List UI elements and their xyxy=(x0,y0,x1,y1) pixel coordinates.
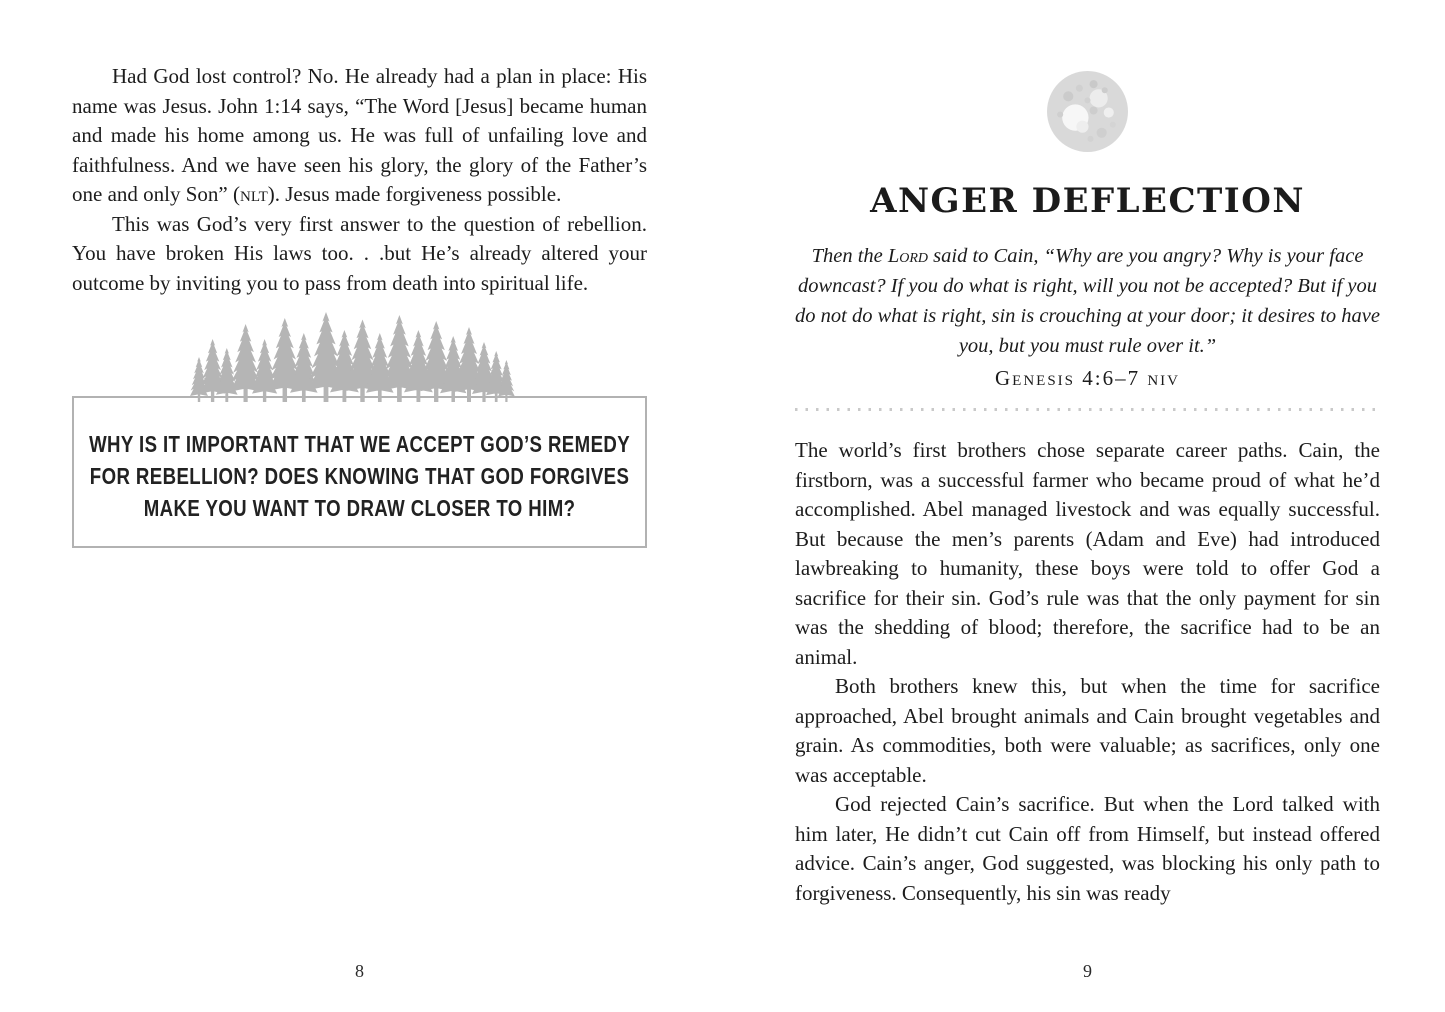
paragraph: This was God’s very first answer to the question of rebellion. You have broken His laws too. . .but He’s already altered your outcome by inviting you to pass from death into spiritual life. xyxy=(72,211,647,295)
dotted-divider xyxy=(795,408,1380,411)
paragraph: The world’s first brothers chose separate career paths. Cain, the firstborn, was a successful farmer who became proud of what he’d accomplished. Abel managed livestock and was equally successful. But because the men’s parents (Adam and Eve) had introduced lawbreaking to humanity, these boys were told to offer God a sacrifice for their sin. God’s rule was that the only payment for sin was the shedding of blood; therefore, the sacrifice had to be an animal. xyxy=(795,438,1380,669)
scripture-quote xyxy=(795,241,1380,361)
page-number-right: 9 xyxy=(1083,961,1092,981)
paragraph xyxy=(72,62,647,210)
scripture-reference: Genesis 4:6–7 niv xyxy=(995,366,1180,390)
question-block xyxy=(72,396,647,548)
right-page xyxy=(795,0,1380,1012)
text-run: Had God lost control? No. He already had a plan in place: His name was Jesus. John 1:14 says, “The Word [Jesus] became human and made his home among us. He was full of unfailing love and faithfulness. And we have seen his glory, the glory of the Father’s one and only Son” ( xyxy=(72,64,647,206)
right-text-block xyxy=(795,436,1380,908)
nlt-abbreviation: nlt xyxy=(239,182,268,206)
chapter-title: ANGER DEFLECTION xyxy=(870,181,1305,221)
paragraph: Both brothers knew this, but when the time for sacrifice approached, Abel brought animals and Cain brought vegetables and grain. As commodities, both were valuable; as sacrifices, only one was acceptable. xyxy=(795,674,1380,787)
text-run: Then the xyxy=(811,245,888,267)
left-text-block xyxy=(72,62,647,298)
lord-smallcaps: Lord xyxy=(887,245,929,267)
paragraph: God rejected Cain’s sacrifice. But when the Lord talked with him later, He didn’t cut Cain off from Himself, but instead offered advice. Cain’s anger, God suggested, was blocking his only path to forgiveness. Consequently, his sin was ready xyxy=(795,792,1380,905)
left-page xyxy=(72,0,647,1012)
moon-icon xyxy=(1046,70,1129,153)
pine-trees-icon xyxy=(190,312,530,402)
text-run: ). Jesus made forgiveness possible. xyxy=(267,182,562,206)
text-run: said to Cain, “Why are you angry? Why is your face downcast? If you do what is right, will you not be accepted? But if you do not do what is right, sin is crouching at your door; it desires to have you, but you must rule over it.” xyxy=(795,245,1380,357)
question-text: WHY IS IT IMPORTANT THAT WE ACCEPT GOD’S REMEDY FOR REBELLION? DOES KNOWING THAT GOD FORGIVES MAKE YOU WANT TO DRAW CLOSER TO HIM? xyxy=(88,431,631,521)
page-number-left: 8 xyxy=(355,961,364,981)
question-box xyxy=(72,396,647,548)
